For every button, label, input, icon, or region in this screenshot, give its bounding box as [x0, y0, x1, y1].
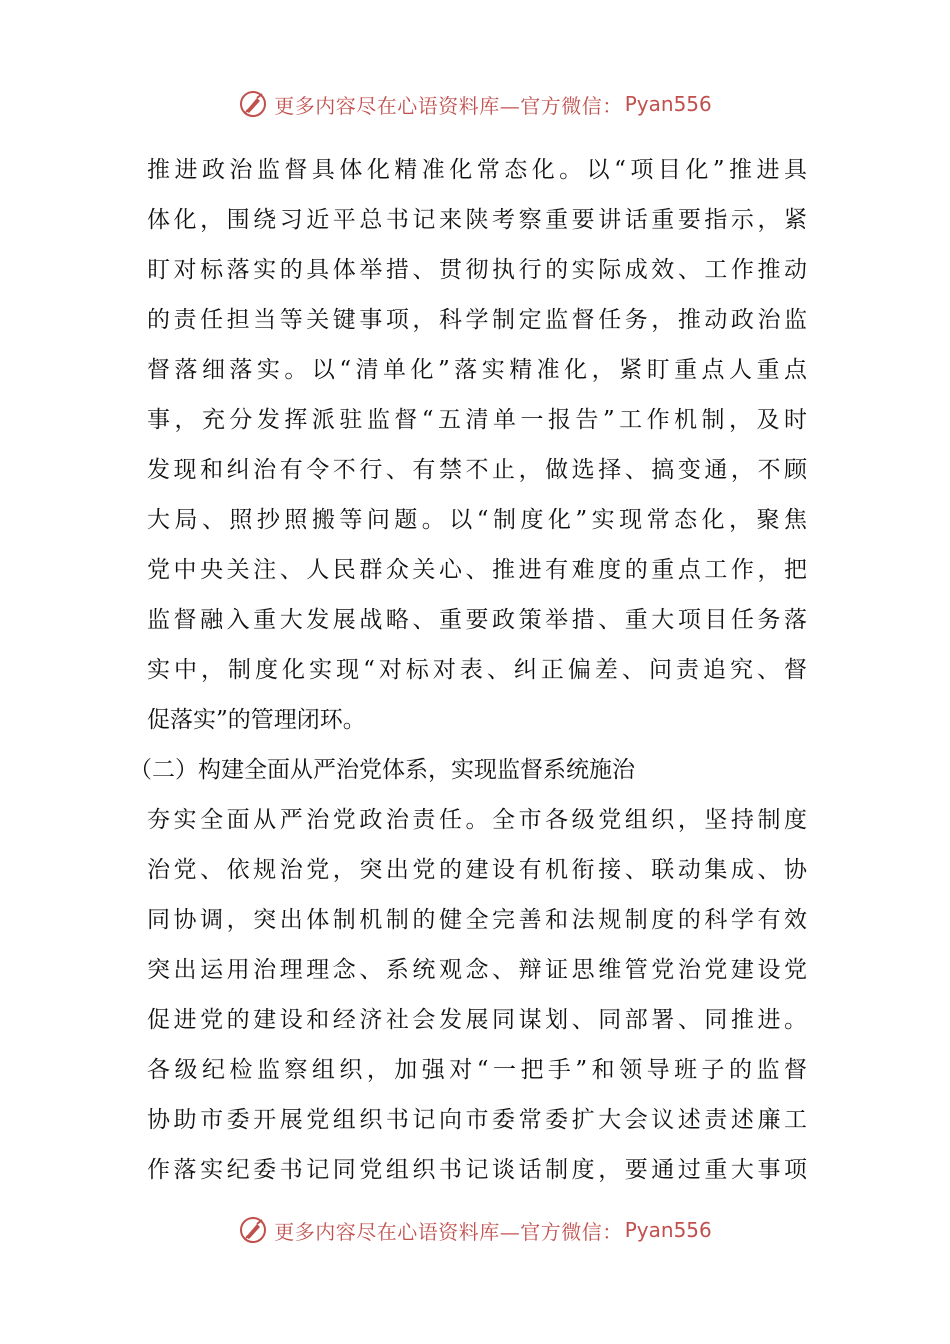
body-line: 促落实”的管理闭环。 [147, 707, 366, 733]
body-line: 治党、依规治党，突出党的建设有机衔接、联动集成、协 [147, 857, 807, 883]
body-line: 各级纪检监察组织，加强对“一把手”和领导班子的监督 [147, 1057, 807, 1083]
body-line: 的责任担当等关键事项，科学制定监督任务，推动政治监 [147, 307, 807, 333]
banner-text: 更多内容尽在心语资料库—官方微信： [274, 93, 623, 118]
body-line: 夯实全面从严治党政治责任。全市各级党组织，坚持制度 [147, 807, 807, 833]
body-line: 督落细落实。以“清单化”落实精准化，紧盯重点人重点 [147, 357, 807, 383]
header-banner [0, 84, 950, 124]
wechat-id: Pyan556 [624, 1218, 712, 1242]
pen-nib-logo-icon [238, 89, 268, 119]
body-line: 作落实纪委书记同党组织书记谈话制度，要通过重大事项 [147, 1157, 807, 1183]
body-line: 发现和纠治有令不行、有禁不止，做选择、搞变通，不顾 [147, 457, 807, 483]
footer-banner [0, 1210, 950, 1250]
body-line: 协助市委开展党组织书记向市委常委扩大会议述责述廉工 [147, 1107, 807, 1133]
banner-text: 更多内容尽在心语资料库—官方微信： [274, 1219, 623, 1244]
body-line: 突出运用治理理念、系统观念、辩证思维管党治党建设党 [147, 957, 807, 983]
body-line: 体化，围绕习近平总书记来陕考察重要讲话重要指示，紧 [147, 207, 807, 233]
document-body [129, 150, 807, 1200]
body-line: 促进党的建设和经济社会发展同谋划、同部署、同推进。 [147, 1007, 807, 1033]
body-line: 盯对标落实的具体举措、贯彻执行的实际成效、工作推动 [147, 257, 807, 283]
body-line: 同协调，突出体制机制的健全完善和法规制度的科学有效 [147, 907, 807, 933]
body-line: 大局、照抄照搬等问题。以“制度化”实现常态化，聚焦 [147, 507, 807, 533]
pen-nib-logo-icon [238, 1215, 268, 1245]
body-line: 监督融入重大发展战略、重要政策举措、重大项目任务落 [147, 607, 807, 633]
body-line: 事，充分发挥派驻监督“五清单一报告”工作机制，及时 [147, 407, 807, 433]
section-heading: （二）构建全面从严治党体系，实现监督系统施治 [129, 757, 635, 783]
wechat-id: Pyan556 [624, 92, 712, 116]
body-line: 党中央关注、人民群众关心、推进有难度的重点工作，把 [147, 557, 807, 583]
body-line: 实中，制度化实现“对标对表、纠正偏差、问责追究、督 [147, 657, 807, 683]
body-line: 推进政治监督具体化精准化常态化。以“项目化”推进具 [147, 157, 807, 183]
